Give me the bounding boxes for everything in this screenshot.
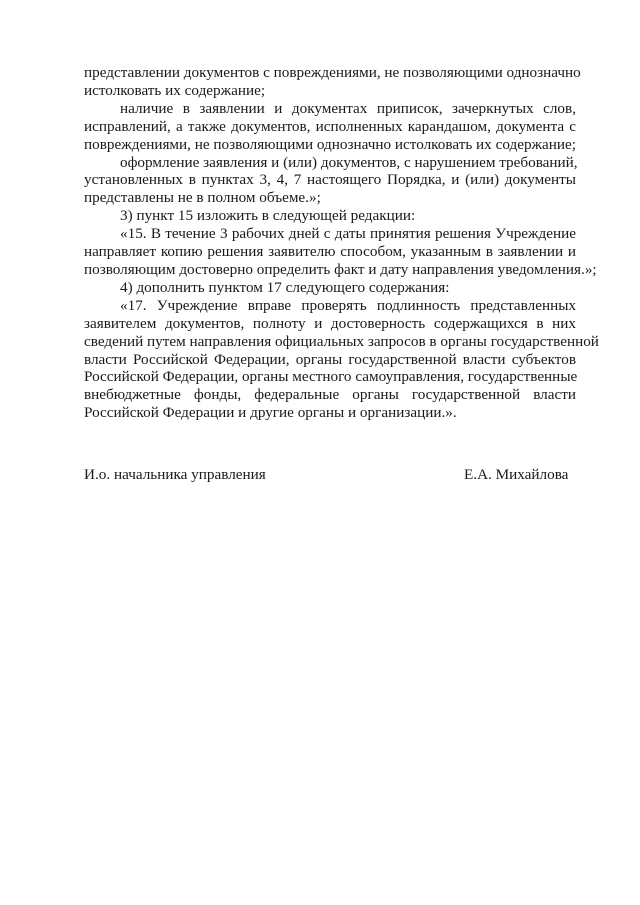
text-line: представлены не в полном объеме.»; [84, 189, 321, 207]
text-line: направляет копию решения заявителю способом, указанным в заявлении и [84, 243, 576, 261]
text-line: позволяющим достоверно определить факт и дату направления уведомления.»; [84, 260, 597, 278]
text-line: истолковать их содержание; [84, 81, 266, 99]
text-line: повреждениями, не позволяющими однозначно истолковать их содержание; [84, 135, 576, 153]
signatory-name: Е.А. Михайлова [464, 466, 569, 483]
text-line: власти Российской Федерации, органы государственной власти субъектов [84, 350, 576, 368]
text-line: наличие в заявлении и документах приписок, зачеркнутых слов, [120, 99, 576, 117]
text-line: представлении документов с повреждениями, не позволяющими однозначно [84, 64, 581, 81]
text-line: «15. В течение 3 рабочих дней с даты принятия решения Учреждение [120, 225, 576, 243]
text-line: сведений путем направления официальных запросов в органы государственной [84, 332, 599, 350]
signatory-title: И.о. начальника управления [84, 466, 266, 483]
text-line: оформление заявления и (или) документов, с нарушением требований, [120, 153, 578, 171]
text-line: установленных в пунктах 3, 4, 7 настоящего Порядка, и (или) документы [84, 171, 576, 189]
text-line: заявителем документов, полноту и достоверность содержащихся в них [84, 314, 576, 332]
text-line: Российской Федерации, органы местного самоуправления, государственные [84, 368, 578, 386]
text-line: Российской Федерации и другие органы и организации.». [84, 404, 457, 422]
document-body [84, 64, 599, 422]
text-line: исправлений, а также документов, исполненных карандашом, документа с [84, 117, 576, 135]
text-line: 3) пункт 15 изложить в следующей редакции: [120, 207, 416, 225]
text-line: 4) дополнить пунктом 17 следующего содержания: [120, 278, 450, 296]
text-line: внебюджетные фонды, федеральные органы государственной власти [84, 386, 576, 404]
text-line: «17. Учреждение вправе проверять подлинность представленных [120, 296, 576, 314]
